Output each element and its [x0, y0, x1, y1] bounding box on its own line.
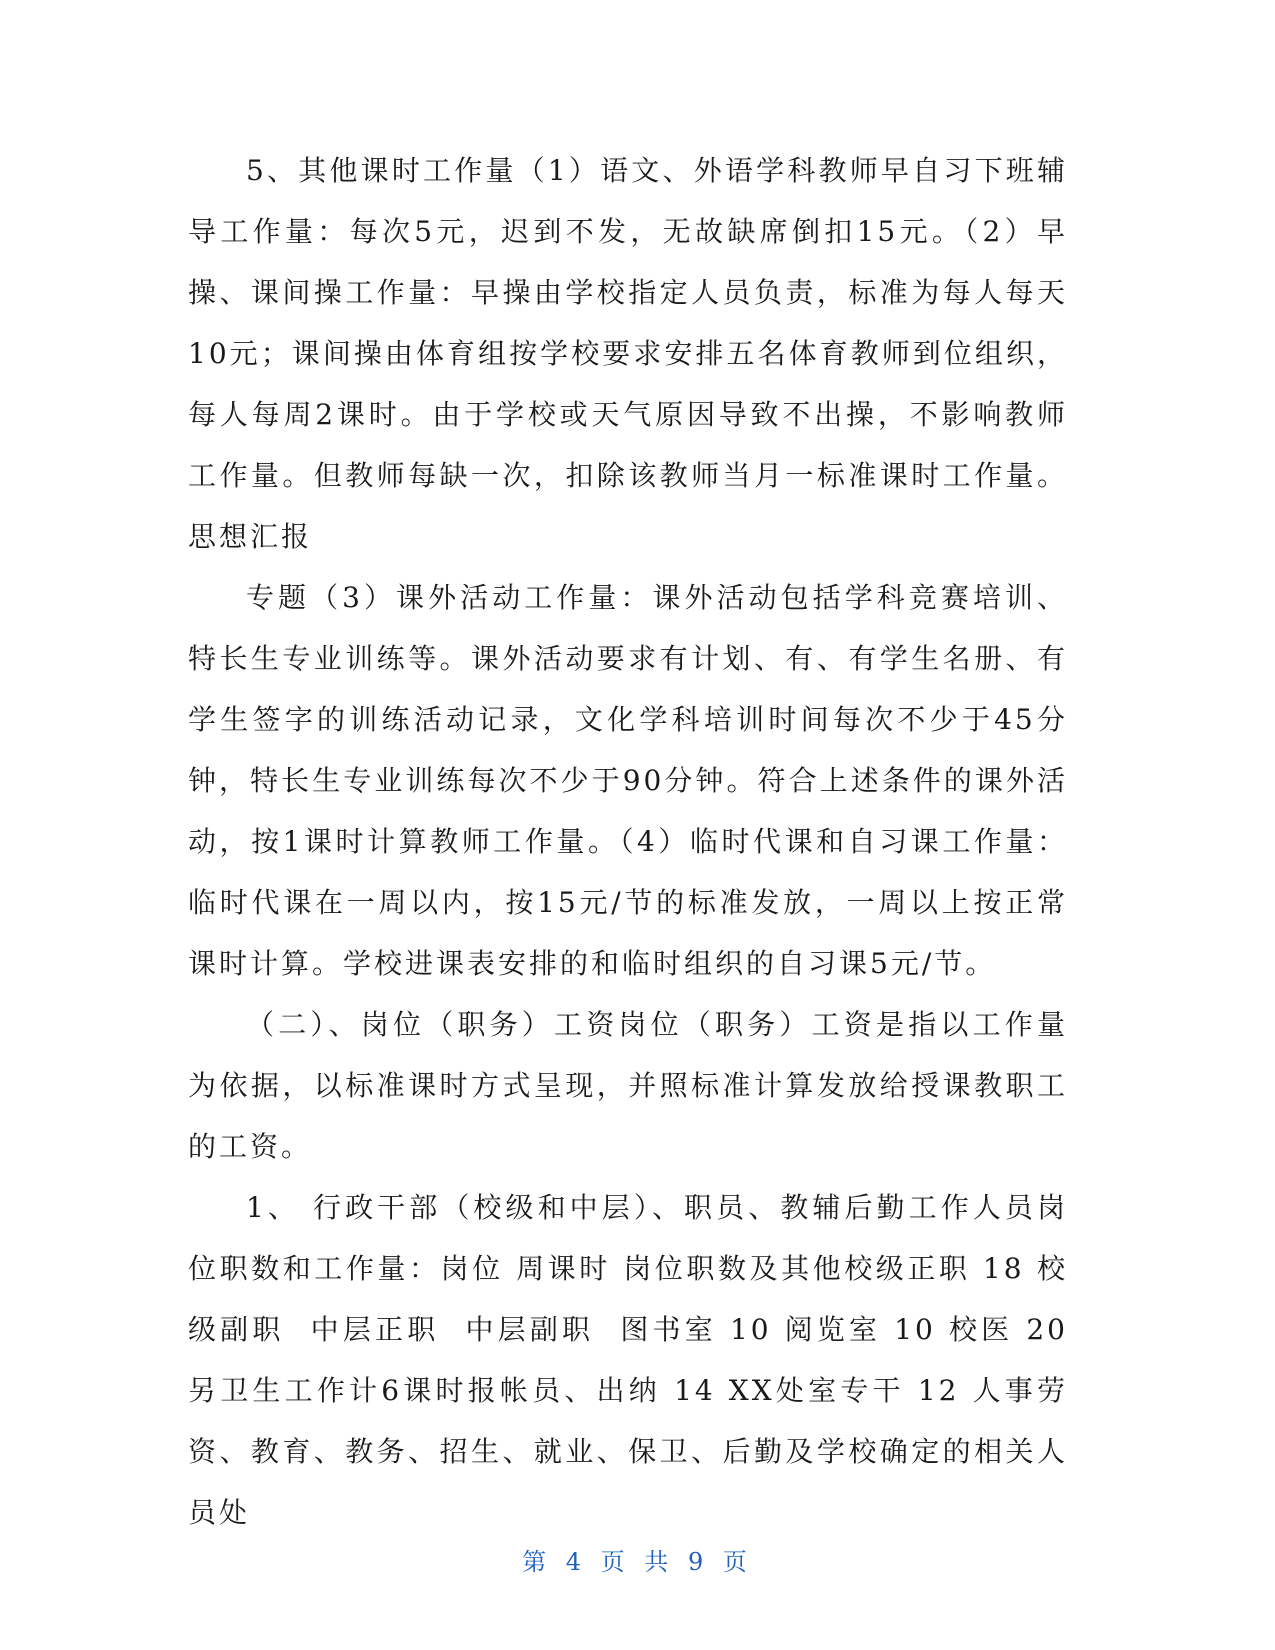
paragraph-position-salary: （二）、岗位（职务）工资岗位（职务）工资是指以工作量为依据，以标准课时方式呈现，并照标准计算发放给授课教职工的工资。 — [188, 1008, 1068, 1163]
page-number-footer: 第 4 页 共 9 页 — [522, 1548, 753, 1576]
paragraph-extracurricular: 专题（3）课外活动工作量：课外活动包括学科竞赛培训、特长生专业训练等。课外活动要求有计划、有、有学生名册、有学生签字的训练活动记录，文化学科培训时间每次不少于45分钟，特长生专业训练每次不少于90分钟。符合上述条件的课外活动，按1课时计算教师工作量。（4）临时代课和自习课工作量：临时代课在一周以内，按15元/节的标准发放，一周以上按正常课时计算。学校进课表安排的和临时组织的自习课5元/节。 — [188, 581, 1068, 980]
document-body — [188, 140, 1080, 1543]
paragraph-admin-staff: 1、 行政干部（校级和中层）、职员、教辅后勤工作人员岗位职数和工作量：岗位 周课时 岗位职数及其他校级正职 18 校级副职 中层正职 中层副职 图书室 10 阅览室 10 校医 20 另卫生工作计6课时报帐员、出纳 14 XX处室专干 12 人事劳资、教育、教务、招生、就业、保卫、后勤及学校确定的相关人员处 — [188, 1191, 1080, 1529]
paragraph-other-workload: 5、其他课时工作量（1）语文、外语学科教师早自习下班辅导工作量：每次5元，迟到不发，无故缺席倒扣15元。（2）早操、课间操工作量：早操由学校指定人员负责，标准为每人每天10元；课间操由体育组按学校要求安排五名体育教师到位组织，每人每周2课时。由于学校或天气原因导致不出操，不影响教师工作量。但教师每缺一次，扣除该教师当月一标准课时工作量。思想汇报 — [188, 154, 1068, 553]
